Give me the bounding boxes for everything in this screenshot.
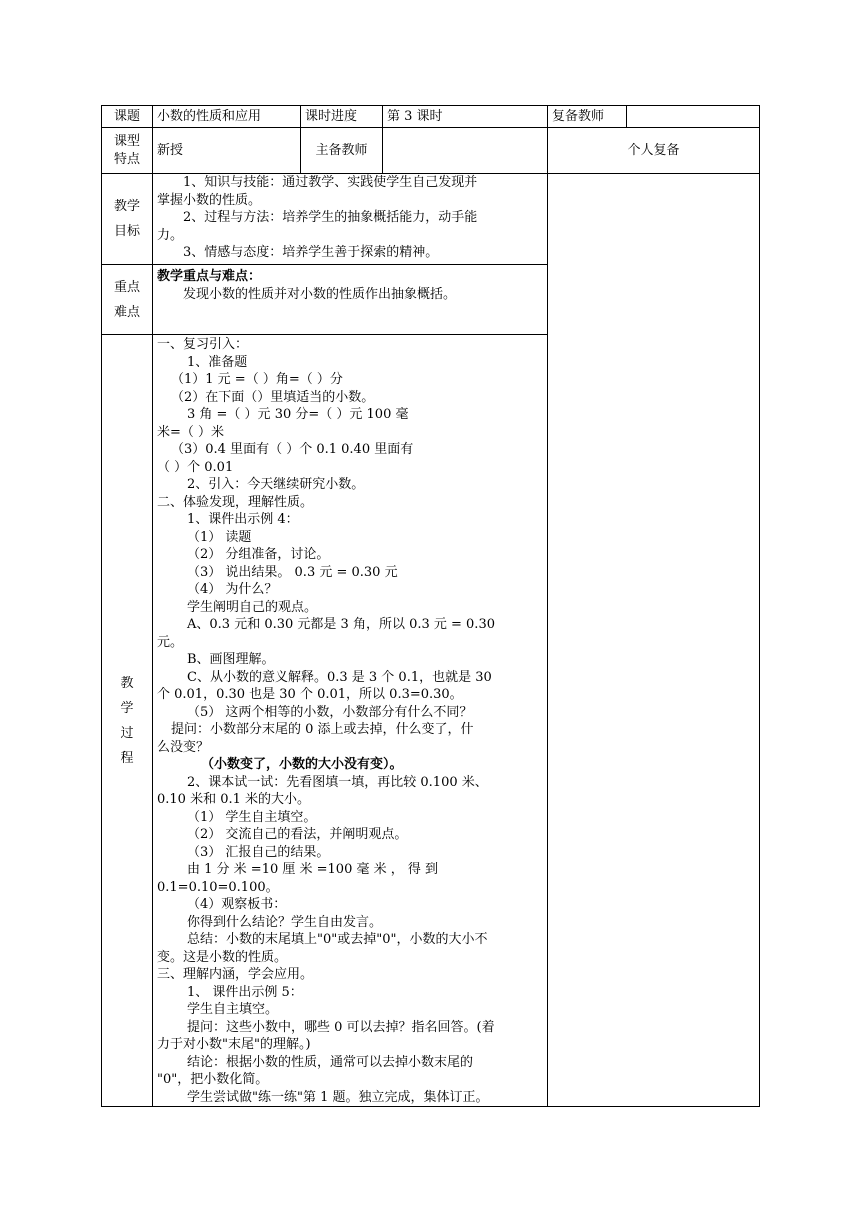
process-line: 2、引入：今天继续研究小数。 <box>187 477 365 492</box>
process-line: （1） 学生自主填空。 <box>187 809 317 825</box>
process-line: 1、准备题 <box>187 354 248 370</box>
header-row <box>102 106 760 128</box>
process-line: 变。这是小数的性质。 <box>157 949 288 965</box>
process-line: （2）在下面（）里填适当的小数。 <box>171 389 375 405</box>
progress-value: 第 3 课时 <box>383 106 548 128</box>
process-line: 学生尝试做"练一练"第 1 题。独立完成，集体订正。 <box>187 1089 489 1105</box>
process-line: 0.10 米和 0.1 米的大小。 <box>157 792 311 807</box>
process-line: （3） 说出结果。 0.3 元 = 0.30 元 <box>187 564 398 580</box>
review-teacher-value <box>627 106 760 128</box>
process-line: 力于对小数"末尾"的理解。) <box>157 1037 311 1052</box>
process-line: （3）0.4 里面有（ ）个 0.1 0.40 里面有 <box>171 442 414 457</box>
type-row <box>102 128 760 174</box>
process-line: 结论：根据小数的性质，通常可以去掉小数末尾的 <box>187 1054 474 1070</box>
process-line: 总结：小数的末尾填上"0"或去掉"0"，小数的大小不 <box>187 932 488 947</box>
process-line: 么没变？ <box>157 739 210 755</box>
process-line: 提问：这些小数中，哪些 0 可以去掉？指名回答。(着 <box>187 1019 495 1035</box>
label-progress: 课时进度 <box>301 106 383 128</box>
process-line: 3 角 =（ ）元 30 分=（ ）元 100 毫 <box>187 407 409 422</box>
process-line: 学生自主填空。 <box>187 1002 279 1017</box>
label-goals: 教学 目标 <box>102 174 153 265</box>
goals-content: 1、知识与技能：通过教学、实践使学生自己发现并 掌握小数的性质。 2、过程与方法：培养学生的抽象概括能力，动手能 力。 3、情感与态度：培养学生善于探索的精神。 <box>153 174 548 265</box>
process-line: （2） 分组准备，讨论。 <box>187 547 330 562</box>
process-line: "0"，把小数化简。 <box>157 1072 269 1087</box>
label-type: 课型 特点 <box>102 128 153 174</box>
process-line: 由 1 分 米 =10 厘 米 =100 毫 米 ， 得 到 <box>187 862 438 877</box>
process-line: （1） 读题 <box>187 529 252 545</box>
process-line: 1、 课件出示例 5： <box>187 984 303 1000</box>
process-line: 三、理解内涵，学会应用。 <box>157 967 314 982</box>
process-line: （ ）个 0.01 <box>157 459 234 475</box>
process-line: 米=（ ）米 <box>157 424 225 440</box>
personal-review-area <box>548 174 760 1107</box>
process-line: C、从小数的意义解释。0.3 是 3 个 0.1，也就是 30 <box>187 669 492 685</box>
process-line: （2） 交流自己的看法，并阐明观点。 <box>187 827 408 842</box>
process-line: 个 0.01，0.30 也是 30 个 0.01，所以 0.3=0.30。 <box>157 687 463 702</box>
process-content <box>153 335 548 1107</box>
process-lines <box>157 335 543 1106</box>
process-line: （小数变了，小数的大小没有变）。 <box>201 757 403 772</box>
keypoints-content: 教学重点与难点： 发现小数的性质并对小数的性质作出抽象概括。 <box>153 265 548 335</box>
process-line: A、0.3 元和 0.30 元都是 3 角，所以 0.3 元 = 0.30 <box>187 617 495 632</box>
process-line: 0.1=0.10=0.100。 <box>157 879 279 895</box>
type-value: 新授 <box>153 128 301 174</box>
main-teacher-value <box>383 128 548 174</box>
process-line: 学生阐明自己的观点。 <box>187 599 318 615</box>
process-line: B、画图理解。 <box>187 652 275 667</box>
process-line: （1）1 元 =（ ）角=（ ）分 <box>171 372 343 387</box>
process-line: （4）观察板书： <box>187 897 287 912</box>
process-line: 一、复习引入： <box>157 337 249 352</box>
process-line: （3） 汇报自己的结果。 <box>187 844 330 860</box>
process-line: 提问：小数部分末尾的 0 添上或去掉，什么变了，什 <box>171 722 474 737</box>
process-line: 二、体验发现，理解性质。 <box>157 494 314 510</box>
process-line: 2、课本试一试：先看图填一填，再比较 0.100 米、 <box>187 774 488 790</box>
process-line: 你得到什么结论？学生自由发言。 <box>187 914 383 930</box>
goals-row <box>102 174 760 265</box>
lesson-plan-table <box>101 105 760 1107</box>
personal-review-header: 个人复备 <box>548 128 760 174</box>
label-topic: 课题 <box>102 106 153 128</box>
process-line: （4） 为什么？ <box>187 582 278 597</box>
label-review-teacher: 复备教师 <box>548 106 627 128</box>
process-line: 1、课件出示例 4： <box>187 512 299 527</box>
label-keypoints: 重点 难点 <box>102 265 153 335</box>
topic-value: 小数的性质和应用 <box>153 106 301 128</box>
process-line: （5） 这两个相等的小数，小数部分有什么不同？ <box>187 704 473 720</box>
label-main-teacher: 主备教师 <box>301 128 383 174</box>
label-process: 教 学 过 程 <box>102 335 153 1107</box>
process-line: 元。 <box>157 634 184 650</box>
